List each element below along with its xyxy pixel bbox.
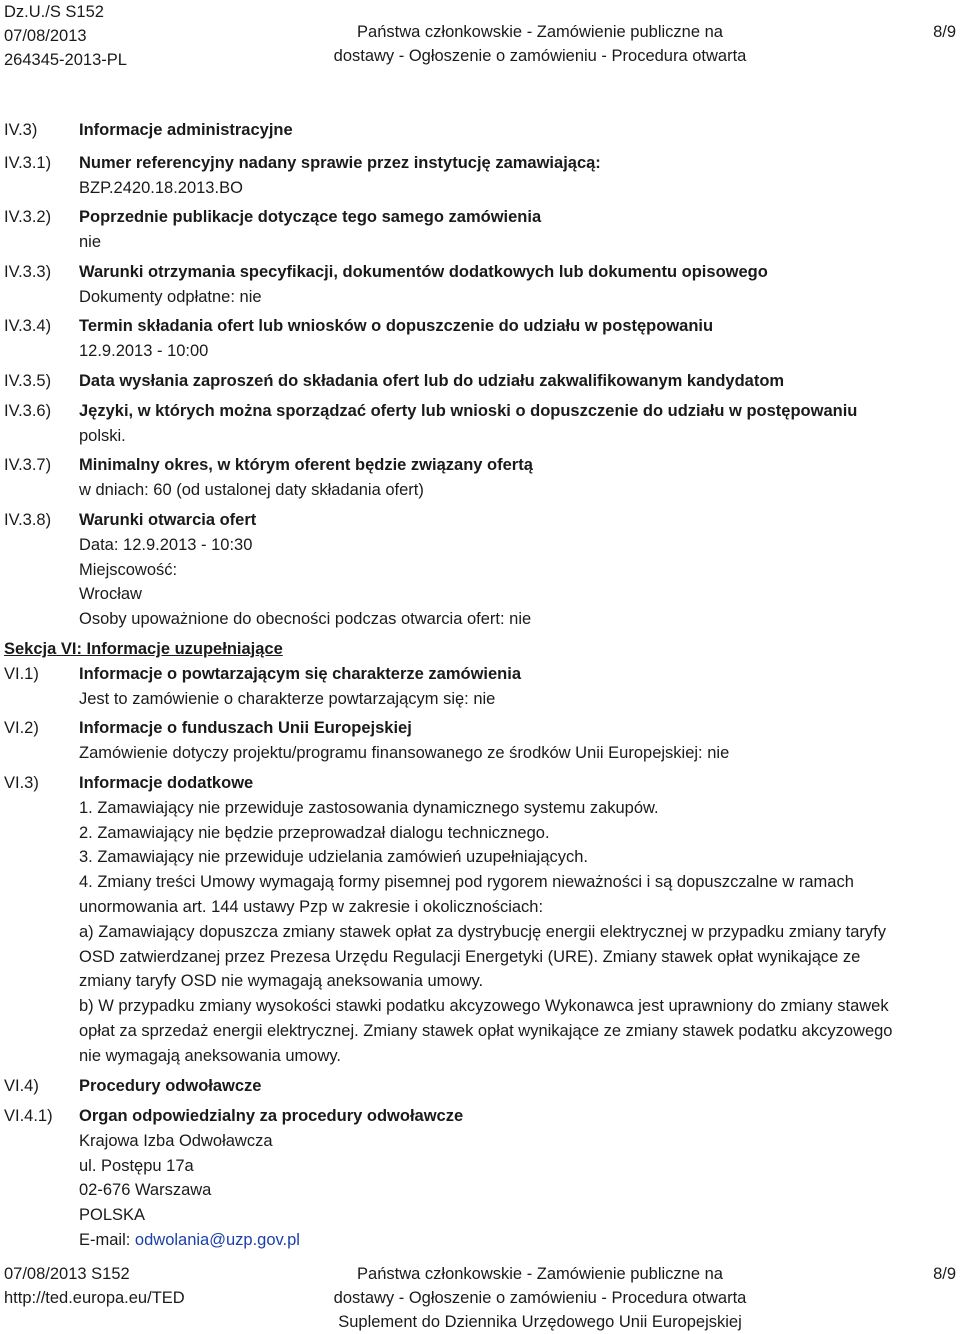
section-title: Minimalny okres, w którym oferent będzie związany ofertą <box>79 456 533 474</box>
footer-date-issue: 07/08/2013 S152 <box>4 1265 130 1283</box>
deadline-value: 12.9.2013 - 10:00 <box>79 341 209 360</box>
section-number: VI.4) <box>4 1077 39 1095</box>
section-number: VI.4.1) <box>4 1107 53 1125</box>
page-header <box>0 0 960 72</box>
section-number: IV.3.1) <box>4 154 52 172</box>
section-title: Informacje o funduszach Unii Europejskiej <box>79 719 412 737</box>
section-title: Numer referencyjny nadany sprawie przez instytucję zamawiającą: <box>79 154 601 172</box>
footer-left <box>4 1262 185 1310</box>
section-title: Termin składania ofert lub wniosków o dopuszczenie do udziału w postępowaniu <box>79 317 714 335</box>
organ-city: 02-676 Warszawa <box>79 1181 212 1200</box>
organ-street: ul. Postępu 17a <box>79 1156 194 1175</box>
section-title: Warunki otrzymania specyfikacji, dokumentów dodatkowych lub dokumentu opisowego <box>79 263 768 281</box>
section-title: Warunki otwarcia ofert <box>79 511 257 529</box>
notice-number: 264345-2013-PL <box>4 51 127 69</box>
footer-url[interactable]: http://ted.europa.eu/TED <box>4 1289 185 1307</box>
header-center <box>310 20 770 68</box>
section-title: Organ odpowiedzialny za procedury odwoławcze <box>79 1107 464 1125</box>
info-line: 4. Zmiany treści Umowy wymagają formy pisemnej pod rygorem nieważności i są dopuszczalne w ramach <box>79 873 854 892</box>
section-number: VI.3) <box>4 774 39 792</box>
email-link[interactable]: odwolania@uzp.gov.pl <box>134 1230 300 1249</box>
header-left <box>4 0 127 72</box>
section-number: VI.2) <box>4 719 39 737</box>
section-number: IV.3.3) <box>4 263 52 281</box>
info-line: unormowania art. 144 ustawy Pzp w zakresie i okolicznościach: <box>79 897 544 916</box>
section-number: IV.3.4) <box>4 317 52 335</box>
footer-title-line2: dostawy - Ogłoszenie o zamówieniu - Procedura otwarta <box>333 1289 747 1307</box>
section-title: Poprzednie publikacje dotyczące tego samego zamówienia <box>79 208 542 226</box>
header-page-number: 8/9 <box>933 23 956 41</box>
footer-center <box>310 1262 770 1334</box>
section-title: Data wysłania zaproszeń do składania ofert lub do udziału zakwalifikowanym kandydatom <box>79 372 785 390</box>
section-number: IV.3.6) <box>4 402 52 420</box>
section-value: Dokumenty odpłatne: nie <box>79 287 262 306</box>
journal-ref: Dz.U./S S152 <box>4 3 104 21</box>
place-label: Miejscowość: <box>79 560 178 579</box>
header-date: 07/08/2013 <box>4 27 87 45</box>
language-value: polski. <box>79 426 126 445</box>
section-number: IV.3.7) <box>4 456 52 474</box>
header-title-line1: Państwa członkowskie - Zamówienie publiczne na <box>357 23 723 41</box>
info-line: b) W przypadku zmiany wysokości stawki podatku akcyzowego Wykonawca jest uprawniony do zmiany stawek <box>79 997 889 1016</box>
organ-country: POLSKA <box>79 1206 146 1225</box>
organ-name: Krajowa Izba Odwoławcza <box>79 1131 273 1150</box>
authorized-persons: Osoby upoważnione do obecności podczas otwarcia ofert: nie <box>79 610 532 629</box>
section-title: Procedury odwoławcze <box>79 1077 262 1095</box>
info-line: 2. Zamawiający nie będzie przeprowadzał dialogu technicznego. <box>79 823 550 842</box>
section-title: Języki, w których można sporządzać oferty lub wnioski o dopuszczenie do udziału w postępowaniu <box>79 402 858 420</box>
section-number: IV.3) <box>4 121 38 139</box>
section-value: w dniach: 60 (od ustalonej daty składania ofert) <box>79 480 424 499</box>
section-number: IV.3.2) <box>4 208 52 226</box>
footer-supplement: Suplement do Dziennika Urzędowego Unii Europejskiej <box>338 1313 742 1331</box>
section-number: IV.3.5) <box>4 372 52 390</box>
section-value: Zamówienie dotyczy projektu/programu finansowanego ze środków Unii Europejskiej: nie <box>79 743 730 762</box>
footer-page-number: 8/9 <box>933 1265 956 1283</box>
email-label: E-mail: <box>79 1230 135 1249</box>
reference-number: BZP.2420.18.2013.BO <box>79 178 243 197</box>
page-footer <box>0 1262 960 1334</box>
info-line: 1. Zamawiający nie przewiduje zastosowania dynamicznego systemu zakupów. <box>79 798 659 817</box>
organ-email-line <box>79 1228 942 1253</box>
section-value: Jest to zamówienie o charakterze powtarzającym się: nie <box>79 689 496 708</box>
info-line: 3. Zamawiający nie przewiduje udzielania zamówień uzupełniających. <box>79 848 589 867</box>
opening-date: Data: 12.9.2013 - 10:30 <box>79 535 253 554</box>
section-title: Informacje administracyjne <box>79 121 293 139</box>
place-value: Wrocław <box>79 585 142 604</box>
info-line: OSD zatwierdzanej przez Prezesa Urzędu Regulacji Energetyki (URE). Zmiany stawek opłat wynikające ze <box>79 947 861 966</box>
section-value: nie <box>79 232 102 251</box>
info-line: opłat za sprzedaż energii elektrycznej. Zmiany stawek opłat wynikające ze zmiany stawek podatku akcyzowego <box>79 1021 893 1040</box>
section-number: IV.3.8) <box>4 511 52 529</box>
info-line: a) Zamawiający dopuszcza zmiany stawek opłat za dystrybucję energii elektrycznej w przypadku zmiany taryfy <box>79 922 886 941</box>
footer-title-line1: Państwa członkowskie - Zamówienie publiczne na <box>357 1265 723 1283</box>
header-title-line2: dostawy - Ogłoszenie o zamówieniu - Procedura otwarta <box>333 47 747 65</box>
info-line: zmiany taryfy OSD nie wymagają aneksowania umowy. <box>79 972 484 991</box>
info-line: nie wymagają aneksowania umowy. <box>79 1046 341 1065</box>
section-title: Informacje o powtarzającym się charakterze zamówienia <box>79 665 522 683</box>
section-vi-heading: Sekcja VI: Informacje uzupełniające <box>4 640 283 658</box>
section-title: Informacje dodatkowe <box>79 774 254 792</box>
section-number: VI.1) <box>4 665 39 683</box>
